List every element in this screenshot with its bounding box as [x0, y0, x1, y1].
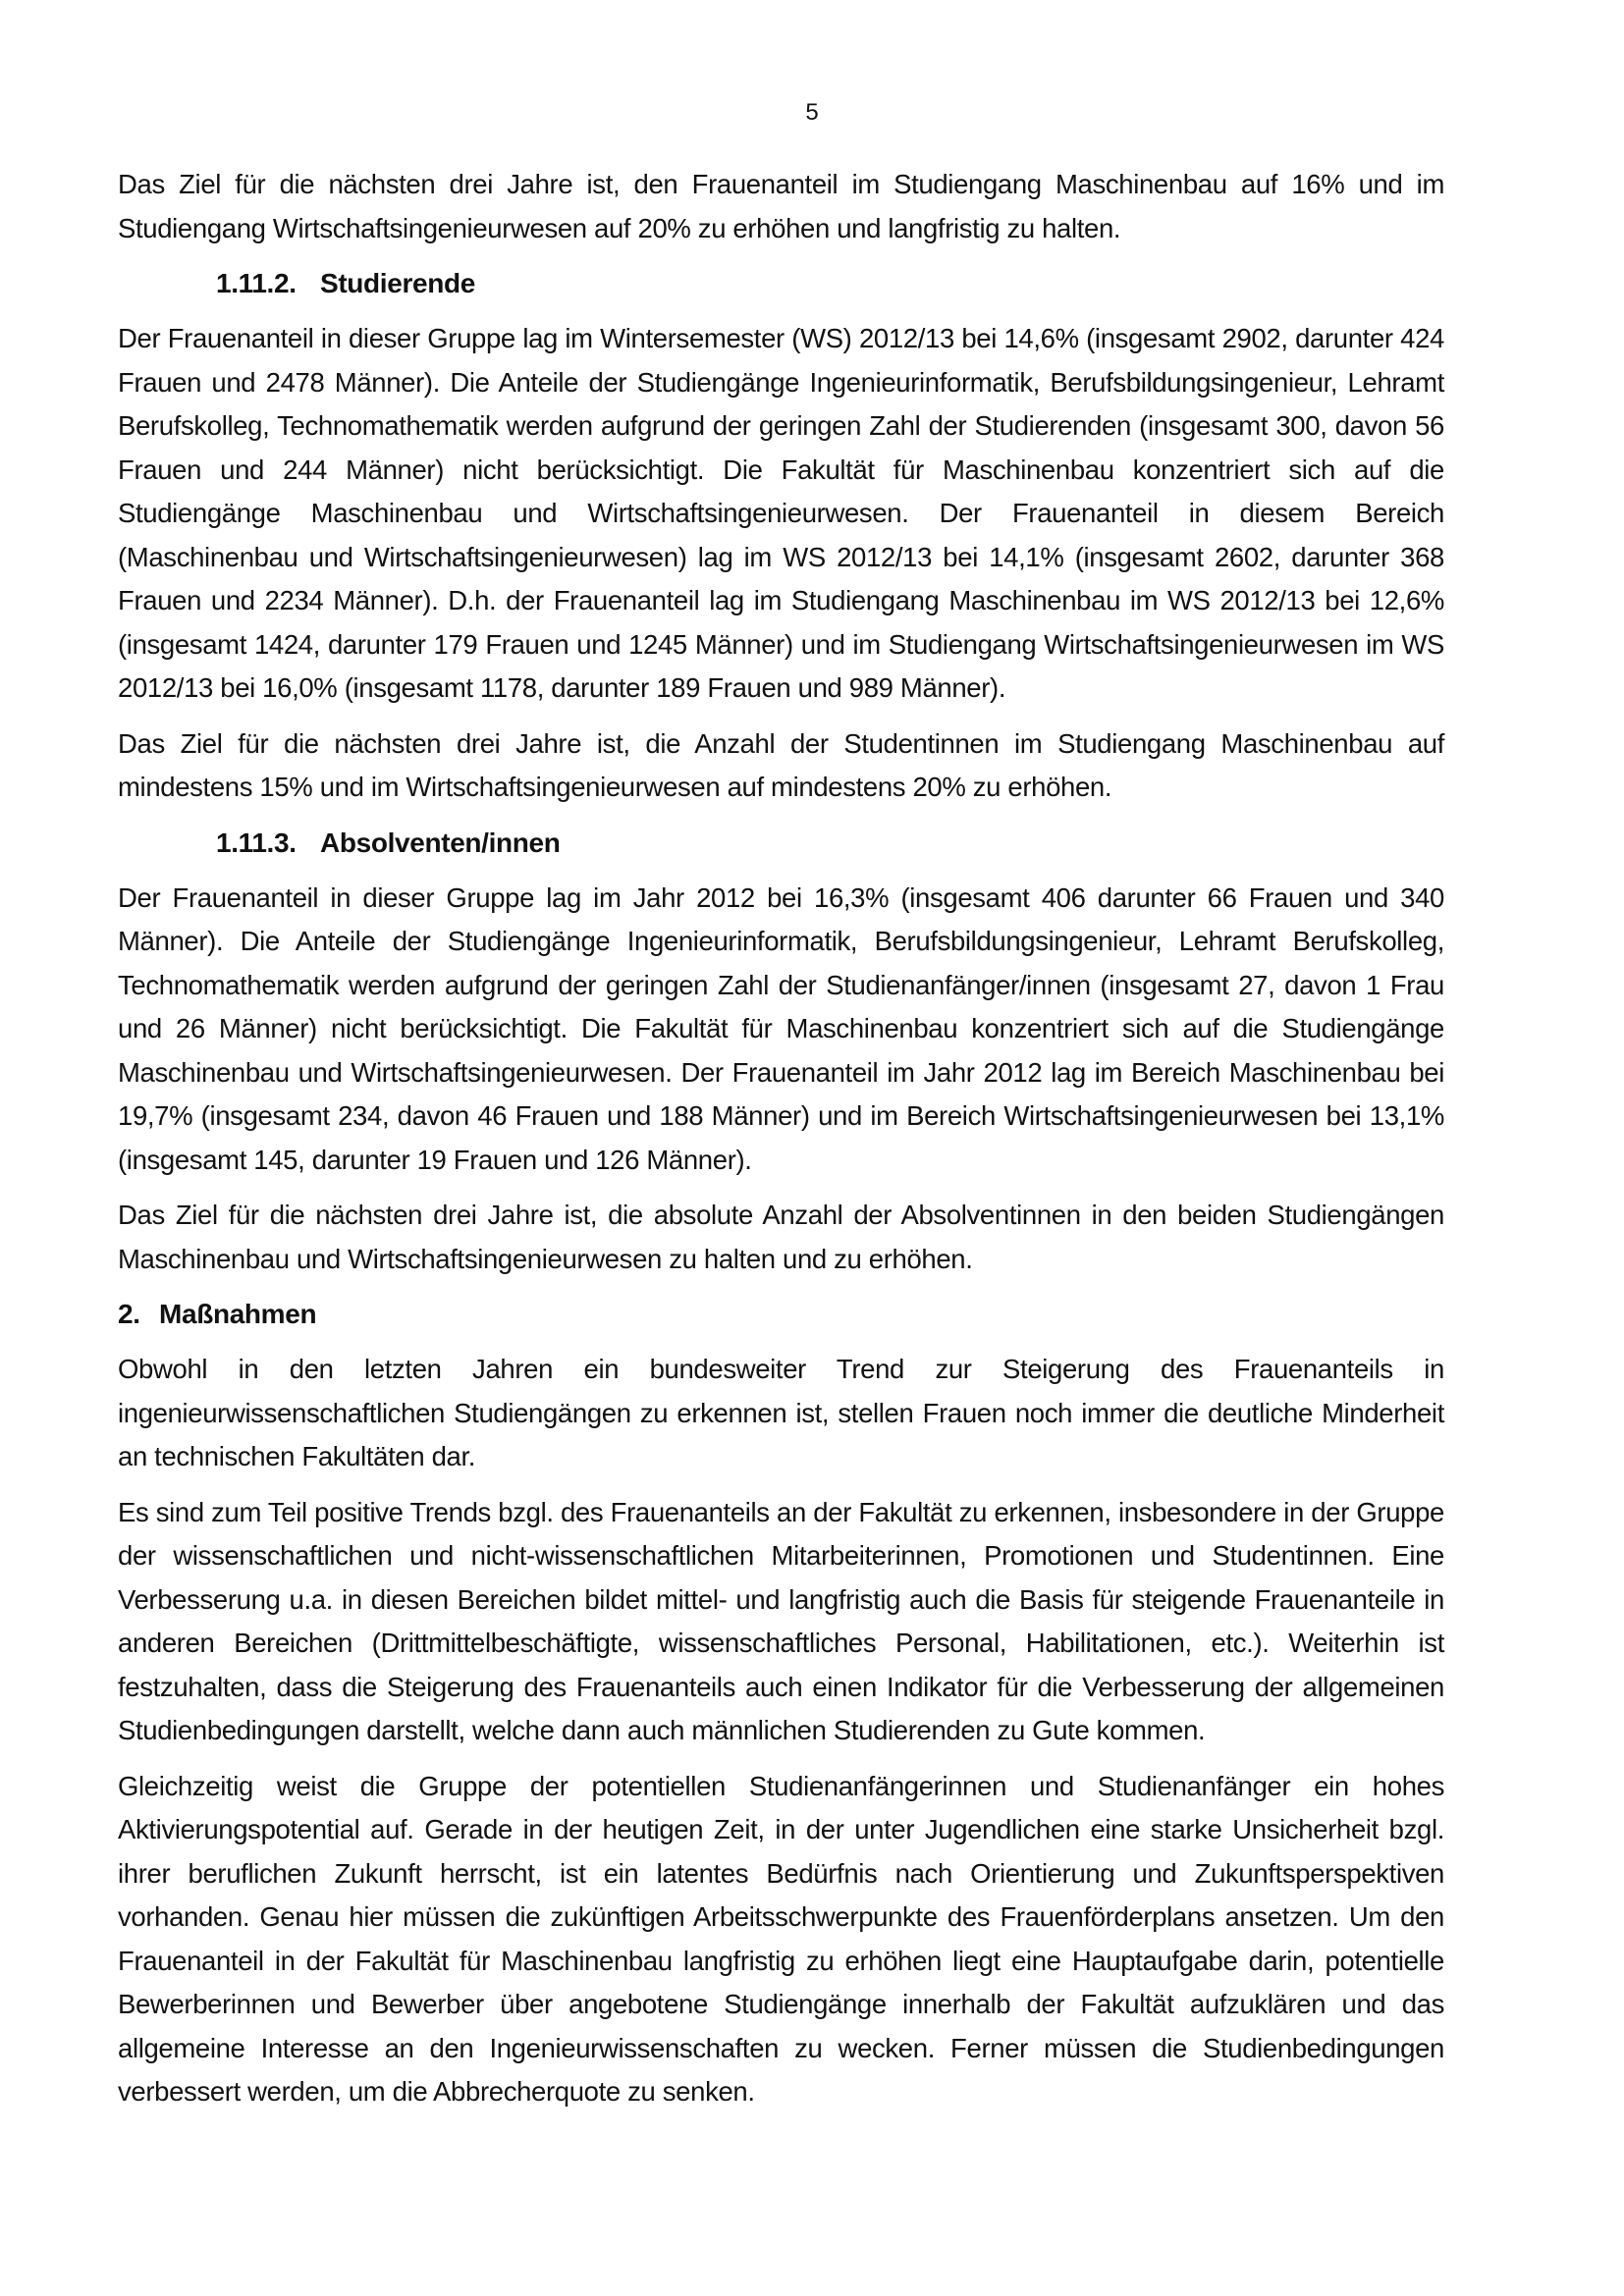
page-number: 5: [805, 99, 819, 126]
section-number: 2.: [118, 1299, 140, 1329]
paragraph-massnahmen-potential: Gleichzeitig weist die Gruppe der potentiellen Studienanfängerinnen und Studienanfänger ein hohes Aktivierungspotential auf. Gerade in der heutigen Zeit, in der unter Jugendlichen eine starke Unsicherheit bzgl. ihrer beruflichen Zukunft herrscht, ist ein latentes Bedürfnis nach Orientierung und Zukunftsperspektiven vorhanden. Genau hier müssen die zukünftigen Arbeitsschwerpunkte des Frauenförderplans ansetzen. Um den Frauenanteil in der Fakultät für Maschinenbau langfristig zu erhöhen liegt eine Hauptaufgabe darin, potentielle Bewerberinnen und Bewerber über angebotene Studiengänge innerhalb der Fakultät aufzuklären und das allgemeine Interesse an den Ingenieurwissenschaften zu wecken. Ferner müssen die Studienbedingungen verbessert werden, um die Abbrecherquote zu senken.: [118, 1770, 1444, 2107]
section-title: Absolventen/innen: [320, 827, 561, 858]
page-content: [118, 163, 1444, 2126]
paragraph-studierende-goal: Das Ziel für die nächsten drei Jahre ist, die Anzahl der Studentinnen im Studiengang Maschinenbau auf mindestens 15% und im Wirtschaftsingenieurwesen auf mindestens 20% zu erhöhen.: [118, 727, 1444, 802]
paragraph-absolventen-goal: Das Ziel für die nächsten drei Jahre ist, die absolute Anzahl der Absolventinnen in den beiden Studiengängen Maschinenbau und Wirtschaftsingenieurwesen zu halten und zu erhöhen.: [118, 1200, 1444, 1274]
section-number: 1.11.2.: [216, 268, 297, 298]
section-title: Studierende: [320, 268, 475, 298]
section-heading-studierende: [216, 262, 1444, 305]
section-heading-massnahmen: [118, 1293, 1444, 1336]
paragraph-massnahmen-trends: Es sind zum Teil positive Trends bzgl. des Frauenanteils an der Fakultät zu erkennen, insbesondere in der Gruppe der wissenschaftlichen und nicht-wissenschaftlichen Mitarbeiterinnen, Promotionen und Studentinnen. Eine Verbesserung u.a. in diesen Bereichen bildet mittel- und langfristig auch die Basis für steigende Frauenanteile in anderen Bereichen (Drittmittelbeschäftigte, wissenschaftliches Personal, Habilitationen, etc.). Weiterhin ist festzuhalten, dass die Steigerung des Frauenanteils auch einen Indikator für die Verbesserung der allgemeinen Studienbedingungen darstellt, welche dann auch männlichen Studierenden zu Gute kommen.: [118, 1496, 1444, 1745]
paragraph-studierende-stats: Der Frauenanteil in dieser Gruppe lag im Wintersemester (WS) 2012/13 bei 14,6% (insgesamt 2902, darunter 424 Frauen und 2478 Männer). Die Anteile der Studiengänge Ingenieurinformatik, Berufsbildungsingenieur, Lehramt Berufskolleg, Technomathematik werden aufgrund der geringen Zahl der Studierenden (insgesamt 300, davon 56 Frauen und 244 Männer) nicht berücksichtigt. Die Fakultät für Maschinenbau konzentriert sich auf die Studiengänge Maschinenbau und Wirtschaftsingenieurwesen. Der Frauenanteil in diesem Bereich (Maschinenbau und Wirtschaftsingenieurwesen) lag im WS 2012/13 bei 14,1% (insgesamt 2602, darunter 368 Frauen und 2234 Männer). D.h. der Frauenanteil lag im Studiengang Maschinenbau im WS 2012/13 bei 12,6% (insgesamt 1424, darunter 179 Frauen und 1245 Männer) und im Studiengang Wirtschaftsingenieurwesen im WS 2012/13 bei 16,0% (insgesamt 1178, darunter 189 Frauen und 989 Männer).: [118, 323, 1444, 703]
paragraph-goal-staff: Das Ziel für die nächsten drei Jahre ist, den Frauenanteil im Studiengang Maschinenbau auf 16% und im Studiengang Wirtschaftsingenieurwesen auf 20% zu erhöhen und langfristig zu halten.: [118, 169, 1444, 243]
section-title: Maßnahmen: [159, 1299, 317, 1329]
section-heading-absolventen: [216, 822, 1444, 865]
paragraph-massnahmen-intro: Obwohl in den letzten Jahren ein bundesweiter Trend zur Steigerung des Frauenanteils in ingenieurwissenschaftlichen Studiengängen zu erkennen ist, stellen Frauen noch immer die deutliche Minderheit an technischen Fakultäten dar.: [118, 1354, 1444, 1471]
paragraph-absolventen-stats: Der Frauenanteil in dieser Gruppe lag im Jahr 2012 bei 16,3% (insgesamt 406 darunter 66 Frauen und 340 Männer). Die Anteile der Studiengänge Ingenieurinformatik, Berufsbildungsingenieur, Lehramt Berufskolleg, Technomathematik werden aufgrund der geringen Zahl der Studienanfänger/innen (insgesamt 27, davon 1 Frau und 26 Männer) nicht berücksichtigt. Die Fakultät für Maschinenbau konzentriert sich auf die Studiengänge Maschinenbau und Wirtschaftsingenieurwesen. Der Frauenanteil im Jahr 2012 lag im Bereich Maschinenbau bei 19,7% (insgesamt 234, davon 46 Frauen und 188 Männer) und im Bereich Wirtschaftsingenieurwesen bei 13,1% (insgesamt 145, darunter 19 Frauen und 126 Männer).: [118, 881, 1444, 1175]
section-number: 1.11.3.: [216, 827, 297, 858]
